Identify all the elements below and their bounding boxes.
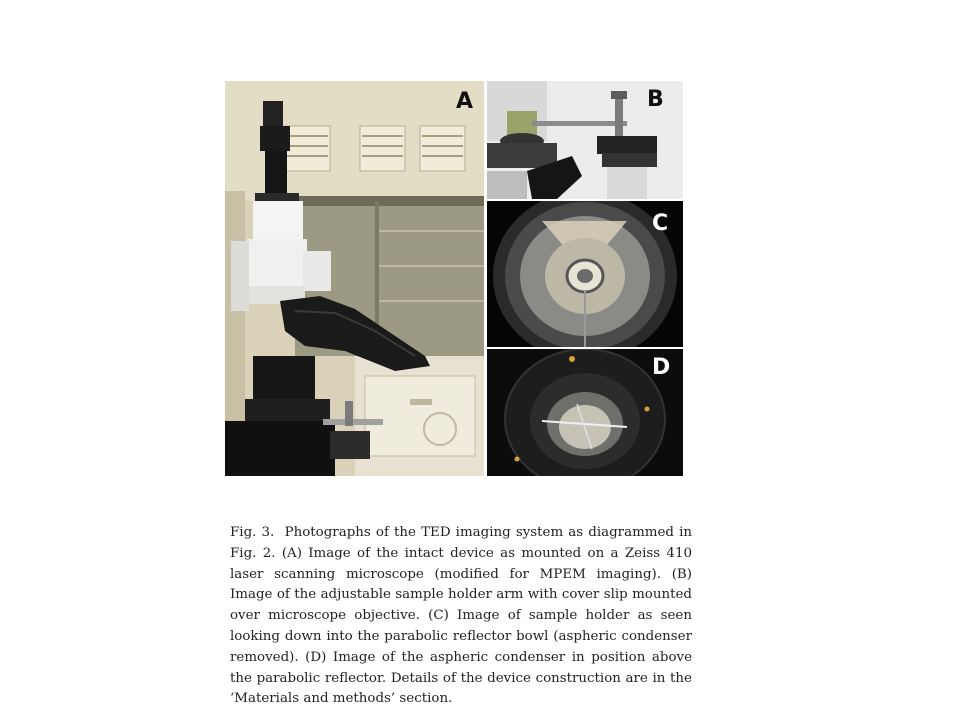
figure-3	[225, 81, 683, 476]
panel-c-label: C	[652, 211, 669, 236]
panel-d-label: D	[652, 355, 671, 380]
panel-b-photo	[487, 81, 683, 199]
panel-b-label: B	[647, 87, 664, 112]
figure-caption	[230, 523, 692, 710]
microscope-device-photo	[225, 81, 484, 476]
panel-a-photo	[225, 81, 484, 476]
caption-text: Photographs of the TED imaging system as diagrammed in Fig. 2. (A) Image of the intact device as mounted on a Zeiss 410 laser scanning microscope (modified for MPEM imaging). (B) Image of the adjustable sample holder arm with cover slip mounted over microscope objective. (C) Image of sample holder as seen looking down into the parabolic reflector bowl (aspheric condenser removed). (D) Image of the aspheric condenser in position above the parabolic reflector. Details of the device construction are in the ‘Materials and methods’ section.	[230, 525, 692, 707]
panel-d-photo	[487, 349, 683, 476]
panel-a-label: A	[456, 89, 474, 114]
panel-c-photo	[487, 201, 683, 347]
caption-label: Fig. 3.	[230, 525, 275, 540]
